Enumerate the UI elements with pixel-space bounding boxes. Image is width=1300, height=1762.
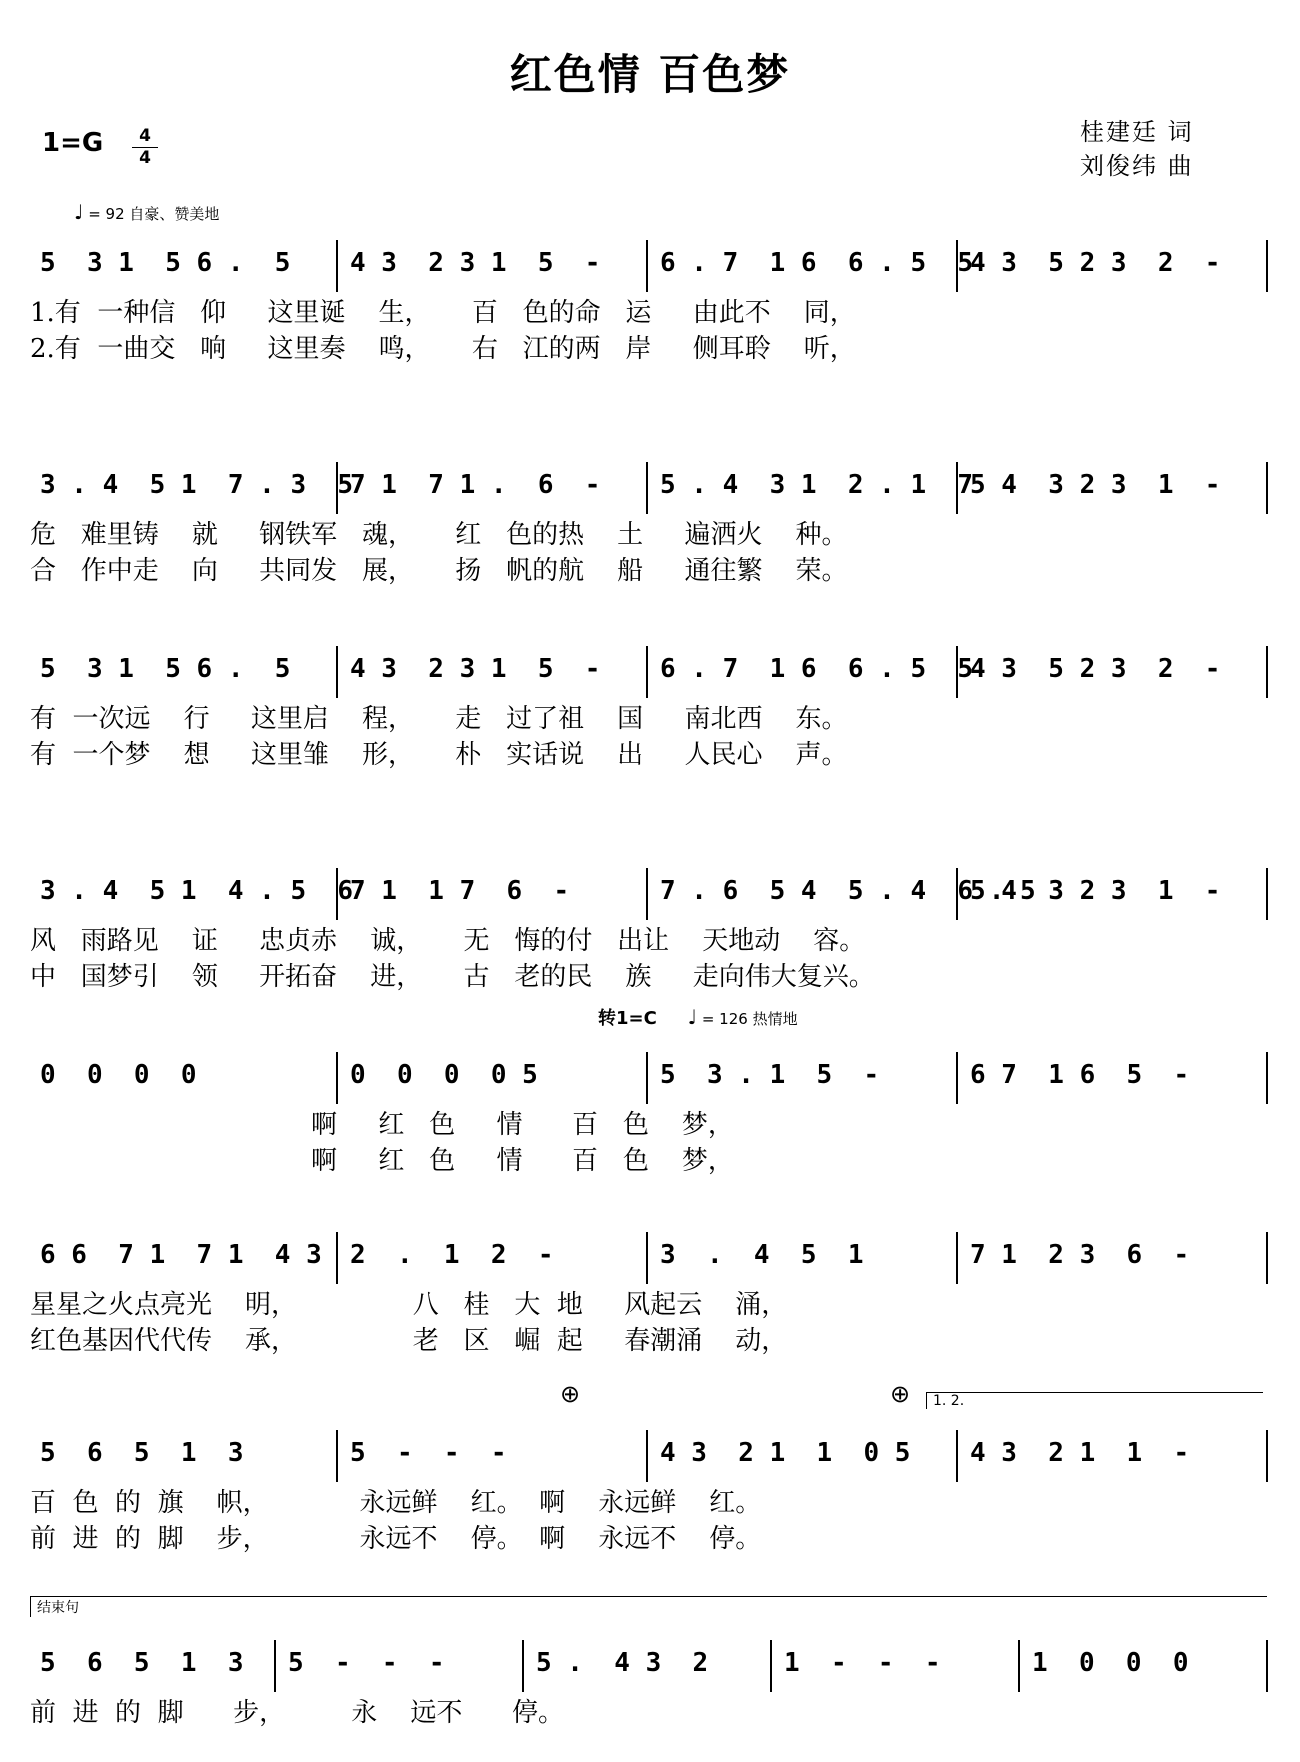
measure-notes: 6 6 7 1 7 1 4 3 [40, 1240, 322, 1270]
coda-sign-icon: ⊕ [890, 1380, 911, 1408]
barline [336, 1052, 338, 1104]
key-change-text: 转1=C [598, 1008, 657, 1029]
barline [336, 462, 338, 514]
barline [1266, 1430, 1268, 1482]
barline [1266, 868, 1268, 920]
lyric-line: 有 一次远 行 这里启 程， 走 过了祖 国 南北西 东。 [30, 704, 848, 734]
measure-notes: 5 . 4 3 1 2 . 1 7 [660, 470, 974, 500]
lyric-line: 前 进 的 脚 步， 永远不 停。 啊 永远不 停。 [30, 1524, 762, 1554]
barline [1266, 1232, 1268, 1284]
measure-notes: 5 3 . 1 5 - [660, 1060, 880, 1090]
measure-notes: 4 3 2 3 1 5 - [350, 654, 601, 684]
lyric-line: 前 进 的 脚 步， 永 远不 停。 [30, 1698, 564, 1728]
lyric-line: 危 难里铸 就 钢铁军 魂， 红 色的热 土 遍洒火 种。 [30, 520, 848, 550]
ending-bracket: 结束句 [30, 1596, 1267, 1617]
barline [646, 1052, 648, 1104]
measure-notes: 4 3 2 1 1 0 5 [660, 1438, 911, 1468]
barline [1266, 462, 1268, 514]
lyric-line: 风 雨路见 证 忠贞赤 诚， 无 悔的付 出让 天地动 容。 [30, 926, 866, 956]
barline [1266, 646, 1268, 698]
measure-notes: 5 6 5 1 3 [40, 1438, 244, 1468]
barline [1018, 1640, 1020, 1692]
measure-notes: 7 1 7 1 . 6 - [350, 470, 601, 500]
barline [1266, 1052, 1268, 1104]
measure-notes: 6 . 7 1 6 6 . 5 5 [660, 654, 974, 684]
composer-credit: 刘俊纬 曲 [1080, 152, 1194, 180]
barline [646, 1232, 648, 1284]
measure-notes: 4 3 5 2 3 2 - [970, 248, 1221, 278]
barline [336, 1430, 338, 1482]
lyric-line: 合 作中走 向 共同发 展， 扬 帆的航 船 通往繁 荣。 [30, 556, 848, 586]
measure-notes: 7 1 2 3 6 - [970, 1240, 1190, 1270]
quarter-note-icon: ♩ [687, 1005, 698, 1029]
measure-notes: 3 . 4 5 1 4 . 5 6 [40, 876, 354, 906]
barline [956, 240, 958, 292]
volta-bracket: 1. 2. [926, 1392, 1263, 1409]
measure-notes: 5 - - - [350, 1438, 507, 1468]
lyric-line: 2.有 一曲交 响 这里奏 鸣， 右 江的两 岸 侧耳聆 听， [30, 334, 856, 364]
measure-notes: 0 0 0 0 5 [350, 1060, 538, 1090]
measure-notes: 1 0 0 0 [1032, 1648, 1189, 1678]
barline [274, 1640, 276, 1692]
measure-notes: 7 1 1 7 6 - [350, 876, 570, 906]
barline [770, 1640, 772, 1692]
lyricist-credit: 桂建廷 词 [1080, 118, 1194, 146]
barline [956, 1232, 958, 1284]
meter-bottom: 4 [132, 147, 158, 169]
barline [956, 646, 958, 698]
measure-notes: 3 . 4 5 1 [660, 1240, 864, 1270]
barline [646, 462, 648, 514]
coda-sign-icon: ⊕ [560, 1380, 581, 1408]
measure-notes: 5 . 4 3 2 [536, 1648, 709, 1678]
barline [522, 1640, 524, 1692]
measure-notes: 5 4 3 2 3 1 - [970, 470, 1221, 500]
lyric-line: 啊 红 色 情 百 色 梦， [30, 1110, 734, 1140]
measure-notes: 4 3 2 1 1 - [970, 1438, 1190, 1468]
quarter-note-icon: ♩ [74, 200, 84, 224]
tempo2-text: = 126 热情地 [701, 1010, 798, 1028]
barline [336, 1232, 338, 1284]
barline [1266, 1640, 1268, 1692]
measure-notes: 6 7 1 6 5 - [970, 1060, 1190, 1090]
barline [336, 240, 338, 292]
barline [956, 868, 958, 920]
barline [1266, 240, 1268, 292]
measure-notes: 5 4 3 2 3 1 - [970, 876, 1221, 906]
barline [646, 646, 648, 698]
measure-notes: 5 3 1 5 6 . 5 [40, 654, 291, 684]
measure-notes: 7 . 6 5 4 5 . 4 6 . 5 [660, 876, 1036, 906]
barline [336, 868, 338, 920]
lyric-line: 红色基因代代传 承， 老 区 崛 起 春潮涌 动， [30, 1326, 788, 1356]
barline [956, 1430, 958, 1482]
page-title: 红色情 百色梦 [509, 50, 791, 99]
barline [956, 1052, 958, 1104]
lyric-line: 有 一个梦 想 这里雏 形， 朴 实话说 出 人民心 声。 [30, 740, 848, 770]
tempo-text: = 92 自豪、赞美地 [88, 205, 220, 223]
measure-notes: 2 . 1 2 - [350, 1240, 554, 1270]
time-signature [132, 126, 158, 169]
lyric-line: 中 国梦引 领 开拓奋 进， 古 老的民 族 走向伟大复兴。 [30, 962, 875, 992]
barline [956, 462, 958, 514]
measure-notes: 4 3 2 3 1 5 - [350, 248, 601, 278]
measure-notes: 5 6 5 1 3 [40, 1648, 244, 1678]
barline [646, 240, 648, 292]
lyric-line: 星星之火点亮光 明， 八 桂 大 地 风起云 涌， [30, 1290, 788, 1320]
lyric-line: 百 色 的 旗 帜， 永远鲜 红。 啊 永远鲜 红。 [30, 1488, 762, 1518]
barline [646, 868, 648, 920]
measure-notes: 5 - - - [288, 1648, 445, 1678]
key-signature: 1=G [42, 128, 104, 158]
tempo-marking [74, 200, 219, 224]
measure-notes: 0 0 0 0 [40, 1060, 197, 1090]
key-change-marking [598, 1004, 798, 1030]
lyric-line: 啊 红 色 情 百 色 梦， [30, 1146, 734, 1176]
lyric-line: 1.有 一种信 仰 这里诞 生， 百 色的命 运 由此不 同， [30, 298, 856, 328]
barline [336, 646, 338, 698]
measure-notes: 4 3 5 2 3 2 - [970, 654, 1221, 684]
measure-notes: 5 3 1 5 6 . 5 [40, 248, 291, 278]
measure-notes: 1 - - - [784, 1648, 941, 1678]
barline [646, 1430, 648, 1482]
measure-notes: 6 . 7 1 6 6 . 5 5 [660, 248, 974, 278]
meter-top: 4 [139, 126, 151, 146]
measure-notes: 3 . 4 5 1 7 . 3 5 [40, 470, 354, 500]
